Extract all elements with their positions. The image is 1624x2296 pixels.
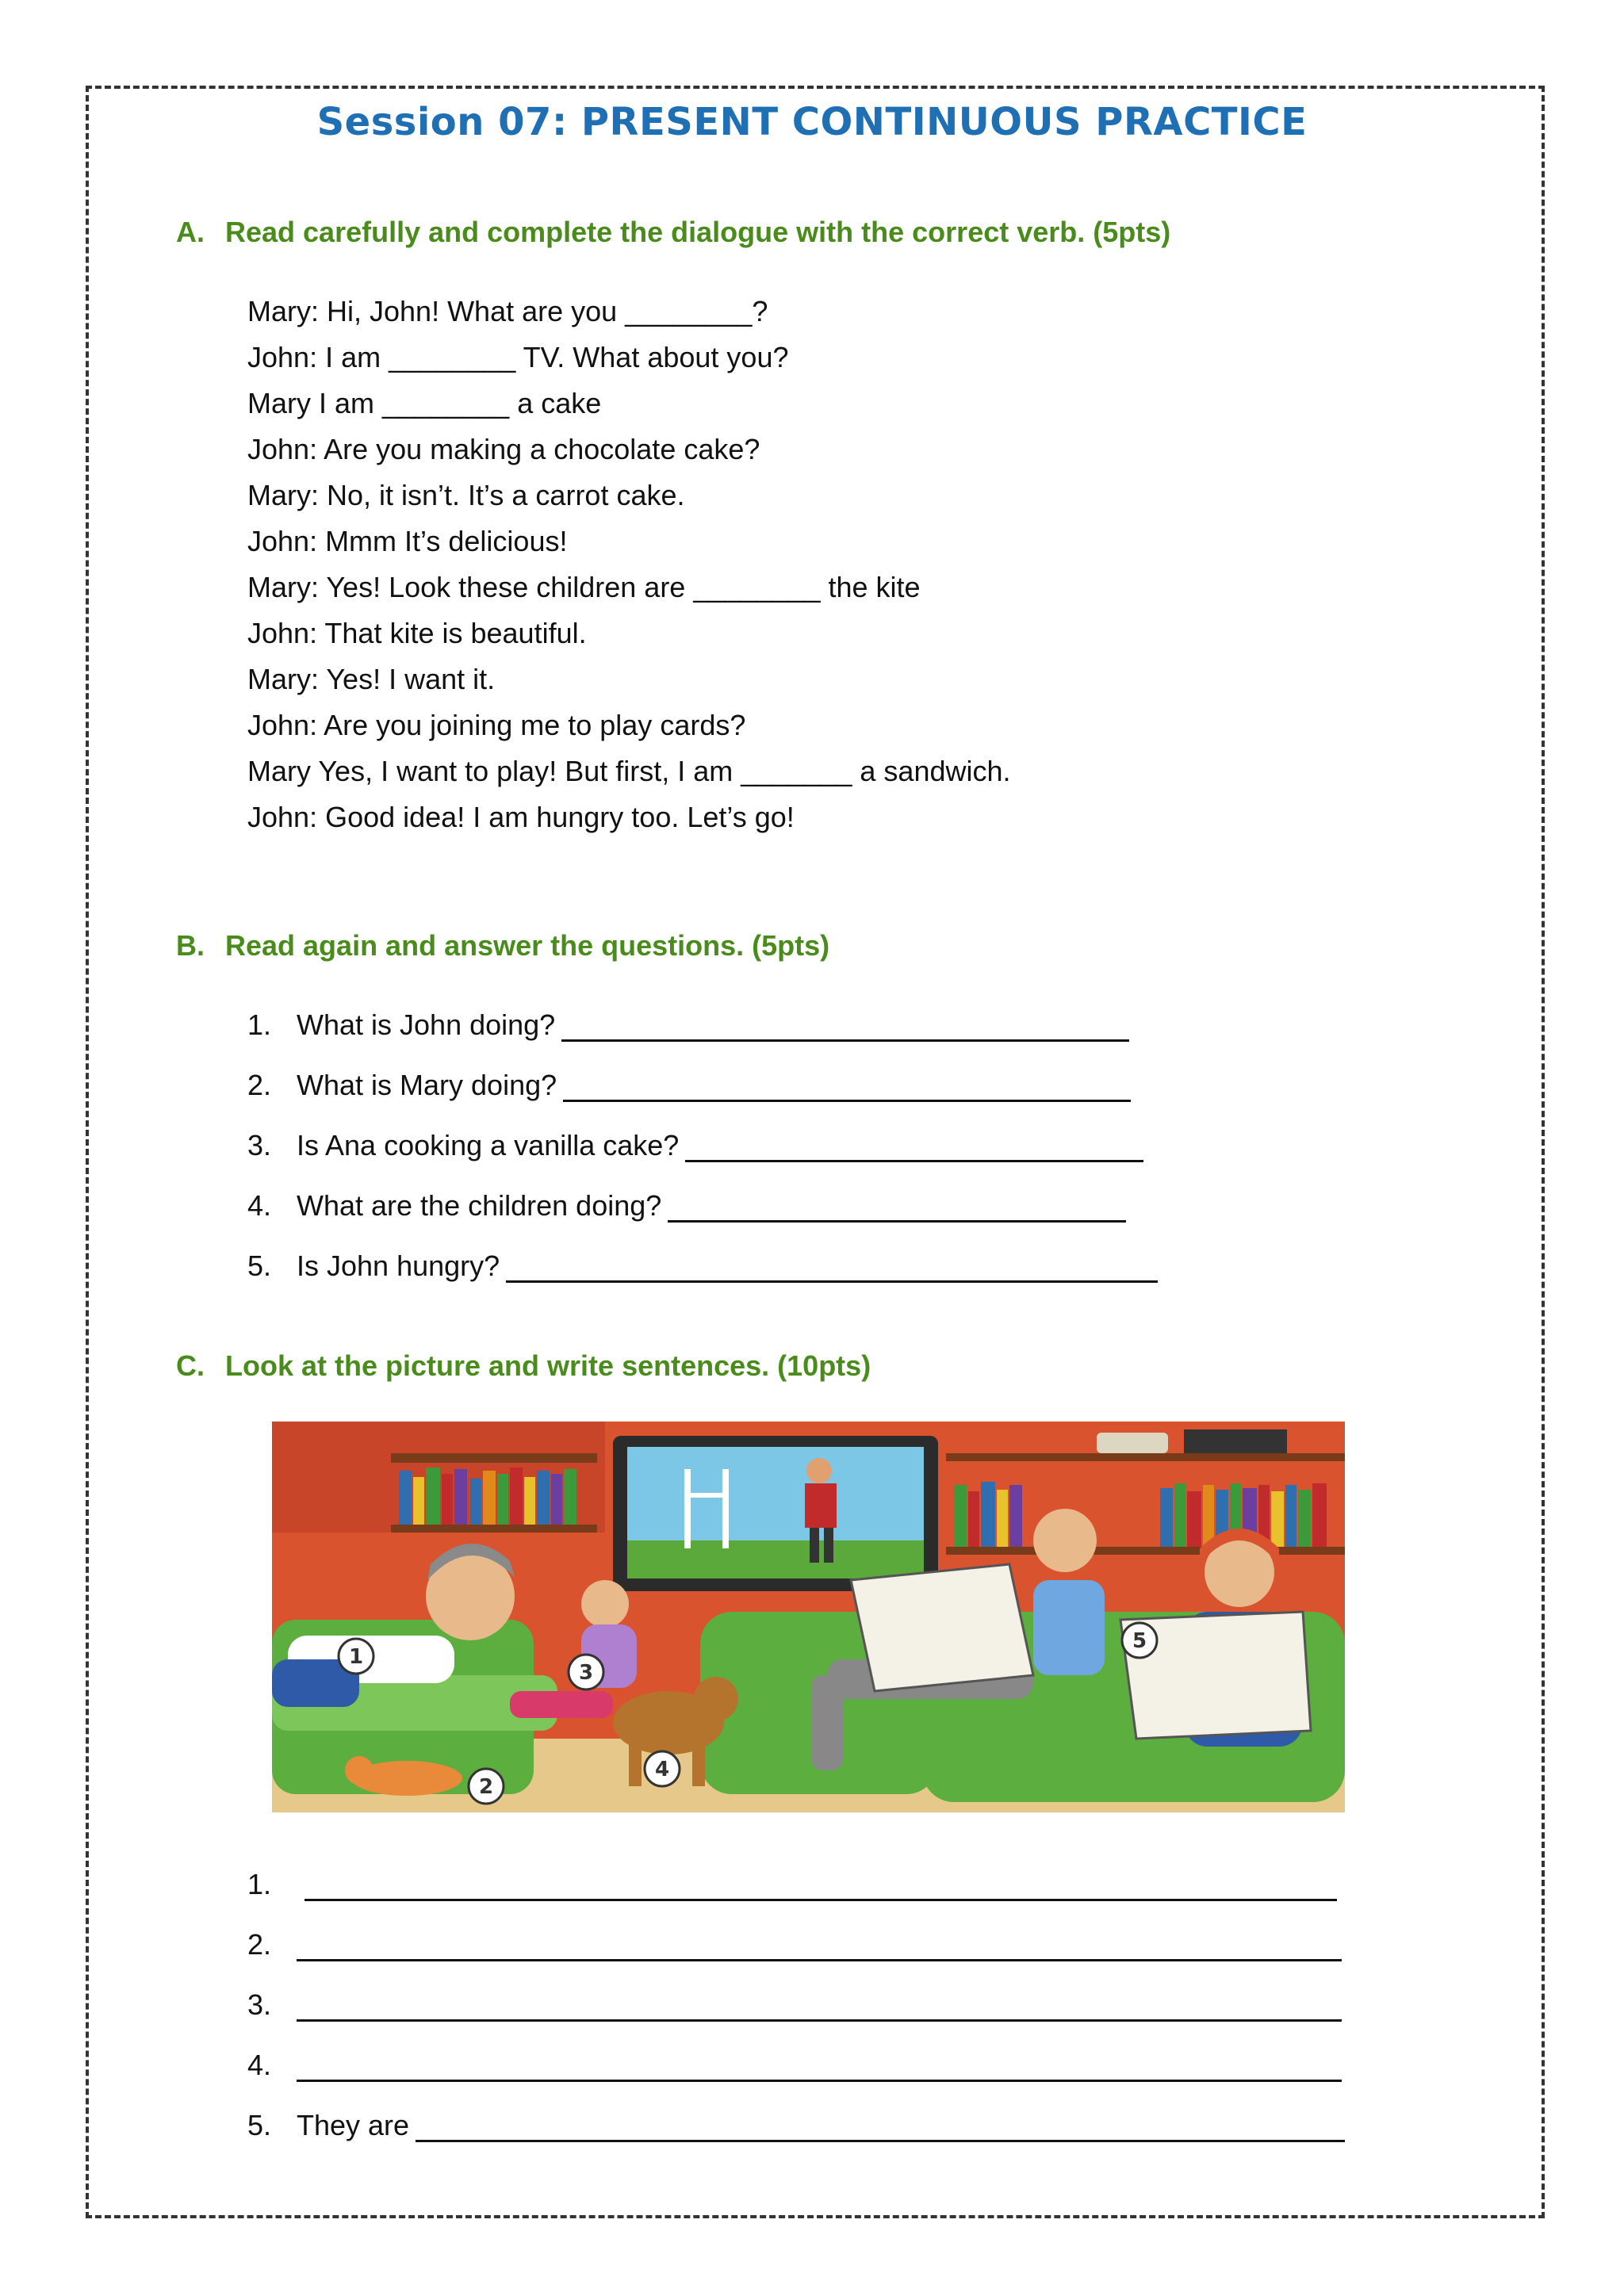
dialogue-line: Mary: Hi, John! What are you ________? (247, 295, 768, 327)
dialogue-line: John: That kite is beautiful. (247, 617, 587, 649)
marker-1 (339, 1639, 373, 1674)
sentence-line[interactable] (297, 1935, 1342, 1961)
sentence-line[interactable] (304, 1875, 1337, 1901)
section-a-letter: A. (176, 216, 205, 248)
question-number: 5. (247, 1249, 272, 1282)
dialogue-line: John: Are you making a chocolate cake? (247, 433, 760, 465)
question-number: 4. (247, 1189, 272, 1222)
question-row (247, 1008, 1129, 1042)
section-c-letter: C. (176, 1349, 205, 1382)
sentence-line[interactable] (416, 2116, 1345, 2142)
answer-line[interactable] (506, 1257, 1158, 1283)
section-a-heading (176, 216, 1170, 249)
sentence-number: 1. (247, 1868, 272, 1900)
dialogue-line: Mary I am ________ a cake (247, 387, 602, 419)
marker-2 (469, 1769, 504, 1804)
svg-text:5: 5 (1132, 1629, 1147, 1653)
section-b-title: Read again and answer the questions. (5pts) (225, 929, 830, 962)
dialogue-line: John: I am ________ TV. What about you? (247, 341, 789, 373)
dialogue-line: John: Mmm It’s delicious! (247, 525, 568, 557)
question-row (247, 1189, 1126, 1223)
dialogue-line: John: Are you joining me to play cards? (247, 709, 746, 741)
sentence-prefix: They are (297, 2109, 410, 2141)
question-row (247, 1069, 1131, 1102)
sentence-number: 4. (247, 2049, 272, 2081)
svg-text:3: 3 (578, 1661, 594, 1685)
dialogue-line: Mary: No, it isn’t. It’s a carrot cake. (247, 479, 685, 511)
sentence-line[interactable] (297, 2056, 1342, 2082)
answer-line[interactable] (563, 1076, 1131, 1102)
answer-line[interactable] (561, 1016, 1129, 1042)
question-row (247, 1249, 1158, 1283)
sentence-number: 3. (247, 1988, 272, 2021)
sentence-row (247, 1928, 1342, 1961)
marker-5 (1122, 1623, 1157, 1658)
answer-line[interactable] (668, 1196, 1126, 1223)
question-row (247, 1129, 1143, 1162)
sentence-line[interactable] (297, 1996, 1342, 2022)
section-a-title: Read carefully and complete the dialogue with the correct verb. (5pts) (225, 216, 1171, 248)
sentence-row (247, 1868, 1337, 1901)
sentence-row (247, 1988, 1342, 2022)
section-b-heading (176, 929, 829, 962)
page-title: Session 07: PRESENT CONTINUOUS PRACTICE (316, 100, 1308, 144)
question-text: What is John doing? (297, 1008, 556, 1041)
marker-3 (569, 1655, 603, 1689)
dialogue-line: John: Good idea! I am hungry too. Let’s go! (247, 801, 795, 833)
sentence-number: 2. (247, 1928, 272, 1961)
answer-line[interactable] (685, 1136, 1143, 1162)
question-number: 1. (247, 1008, 272, 1041)
dialogue-line: Mary Yes, I want to play! But first, I am _______ a sandwich. (247, 755, 1011, 787)
question-text: What is Mary doing? (297, 1069, 557, 1101)
question-number: 2. (247, 1069, 272, 1101)
question-text: Is John hungry? (297, 1249, 500, 1282)
sentence-row (247, 2049, 1342, 2082)
svg-text:4: 4 (654, 1758, 670, 1781)
question-text: What are the children doing? (297, 1189, 662, 1222)
question-number: 3. (247, 1129, 272, 1161)
section-b-letter: B. (176, 929, 205, 962)
marker-4 (645, 1751, 680, 1786)
question-text: Is Ana cooking a vanilla cake? (297, 1129, 680, 1161)
svg-text:1: 1 (348, 1645, 364, 1669)
section-c-heading (176, 1349, 871, 1383)
dialogue-line: Mary: Yes! Look these children are ________ the kite (247, 571, 921, 603)
sentence-number: 5. (247, 2109, 272, 2141)
dialogue-line: Mary: Yes! I want it. (247, 663, 496, 695)
sentence-row (247, 2109, 1345, 2142)
living-room-illustration (272, 1422, 1345, 1812)
section-c-title: Look at the picture and write sentences. (10pts) (225, 1349, 871, 1382)
svg-text:2: 2 (478, 1775, 494, 1799)
